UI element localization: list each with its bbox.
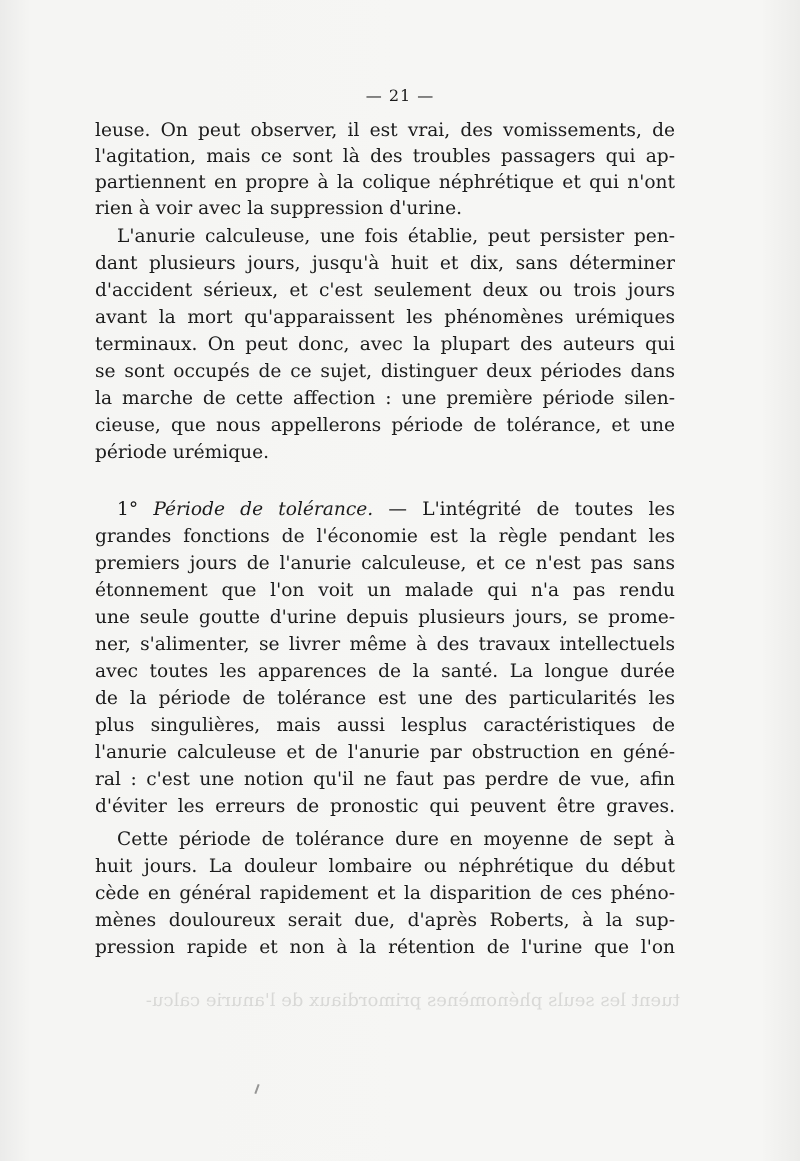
- text-line: une seule goutte d'urine depuis plusieurs jours, se prome-: [95, 607, 675, 628]
- section-heading-rest: — L'intégrité de toutes les: [388, 499, 675, 520]
- show-through-text: tuent les seuls phénomènes primordiaux de l'anurie calcu-: [145, 990, 680, 1011]
- text-line: L'anurie calculeuse, une fois établie, peut persister pen-: [117, 226, 675, 247]
- stray-mark: [254, 1084, 259, 1094]
- text-line: la marche de cette affection : une première période silen-: [95, 388, 675, 409]
- text-line: étonnement que l'on voit un malade qui n'a pas rendu: [95, 580, 675, 601]
- text-line: mènes douloureux serait due, d'après Roberts, à la sup-: [95, 910, 675, 931]
- text-line: premiers jours de l'anurie calculeuse, et ce n'est pas sans: [95, 553, 675, 574]
- text-line: huit jours. La douleur lombaire ou néphrétique du début: [95, 856, 675, 877]
- text-line: Cette période de tolérance dure en moyenne de sept à: [117, 829, 675, 850]
- text-line: l'agitation, mais ce sont là des troubles passagers qui ap-: [95, 146, 675, 167]
- text-line: partiennent en propre à la colique néphrétique et qui n'ont: [95, 172, 675, 193]
- text-line: ral : c'est une notion qu'il ne faut pas perdre de vue, afin: [95, 769, 675, 790]
- text-line: période urémique.: [95, 442, 269, 463]
- section-heading: Période de tolérance.: [153, 499, 374, 520]
- text-line: cède en général rapidement et la disparition de ces phéno-: [95, 883, 675, 904]
- text-line: rien à voir avec la suppression d'urine.: [95, 198, 463, 219]
- section-heading-line: [117, 497, 675, 523]
- text-line: dant plusieurs jours, jusqu'à huit et dix, sans déterminer: [95, 253, 675, 274]
- text-line: se sont occupés de ce sujet, distinguer deux périodes dans: [95, 361, 675, 382]
- text-line: d'éviter les erreurs de pronostic qui peuvent être graves.: [95, 796, 675, 817]
- text-line: avec toutes les apparences de la santé. La longue durée: [95, 661, 675, 682]
- page-number: — 21 —: [365, 86, 435, 105]
- text-line: leuse. On peut observer, il est vrai, des vomissements, de: [95, 120, 675, 141]
- text-line: avant la mort qu'apparaissent les phénomènes urémiques: [95, 307, 675, 328]
- text-line: d'accident sérieux, et c'est seulement deux ou trois jours: [95, 280, 675, 301]
- text-line: plus singulières, mais aussi lesplus caractéristiques de: [95, 715, 675, 736]
- text-line: de la période de tolérance est une des particularités les: [95, 688, 675, 709]
- text-line: terminaux. On peut donc, avec la plupart des auteurs qui: [95, 334, 675, 355]
- section-number: 1°: [117, 499, 139, 520]
- text-line: pression rapide et non à la rétention de l'urine que l'on: [95, 937, 675, 958]
- text-line: l'anurie calculeuse et de l'anurie par obstruction en géné-: [95, 742, 675, 763]
- text-line: ner, s'alimenter, se livrer même à des travaux intellectuels: [95, 634, 675, 655]
- text-line: grandes fonctions de l'économie est la règle pendant les: [95, 526, 675, 547]
- text-line: cieuse, que nous appellerons période de tolérance, et une: [95, 415, 675, 436]
